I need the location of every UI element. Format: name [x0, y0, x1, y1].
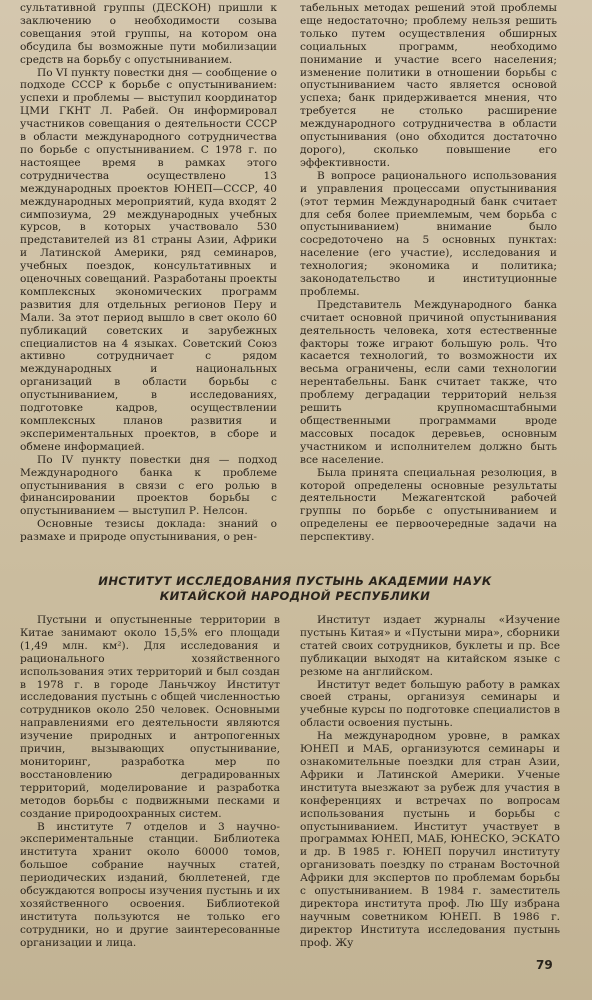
- paragraph: Пустыни и опустыненные территории в Китае занимают около 15,5% его площади (1,49 млн. км²). Для исследования и рационального хозяйственного использования этих территорий и был создан в 1978 г. в городе Ланьчжоу Институт исследования пустынь с общей численностью сотрудников около 250 человек. Основными направлениями его деятельности являются изучение природных и антропогенных причин, вызывающих опустынивание, мониторинг, разработка мер по восстановлению деградированных территорий, моделирование и разработка методов борьбы с подвижными песками и создание природоохранных систем.: [20, 614, 280, 820]
- paragraph: В вопросе рационального использования и управления процессами опустынивания (этот термин Международный банк считает для себя более приемлемым, чем борьба с опустыниванием) внимание было сосредоточено на 5 основных пунктах: население (его участие), исследования и технология; экономика и политика; законодательство и институционные проблемы.: [300, 169, 557, 298]
- paragraph: Основные тезисы доклада: знаний о размахе и природе опустынивания, о рен-: [20, 518, 277, 544]
- paragraph: В институте 7 отделов и 3 научно-экспериментальные станции. Библиотека института хранит около 60000 томов, большое собрание научных статей, периодических изданий, бюллетеней, где обсуждаются вопросы изучения пустынь и их хозяйственного освоения. Библиотекой института пользуются не только его сотрудники, но и другие заинтересованные организации и лица.: [20, 820, 280, 949]
- paragraph: На международном уровне, в рамках ЮНЕП и МАБ, организуются семинары и ознакомительные поездки для стран Азии, Африки и Латинской Америки. Ученые института выезжают за рубеж для участия в конференциях и встречах по вопросам использования пустынь и борьбы с опустыниванием. Институт участвует в программах ЮНЕП, МАБ, ЮНЕСКО, ЭСКАТО и др. В 1985 г. ЮНЕП поручил институту организовать поездку по странам Восточной Африки для экспертов по проблемам борьбы с опустыниванием. В 1984 г. заместитель директора института проф. Лю Шу избрана научным советником ЮНЕП. В 1986 г. директор Института исследования пустынь проф. Жу: [300, 730, 560, 949]
- paragraph: Институт издает журналы «Изучение пустынь Китая» и «Пустыни мира», сборники статей своих сотрудников, буклеты и пр. Все публикации выходят на китайском языке с резюме на английском.: [300, 614, 560, 678]
- top-left-column: [20, 2, 278, 544]
- paragraph: табельных методах решений этой проблемы еще недостаточно; проблему нельзя решить только путем осуществления обширных социальных программ, необходимо понимание и участие всего населения; изменение политики в отношении борьбы с опустыниванием часто является основой успеха; банк придерживается мнения, что требуется не столько расширение международного сотрудничества в области опустынивания (оно обходится достаточно дорого), сколько повышение его эффективности.: [300, 2, 557, 169]
- section-heading: [40, 574, 550, 604]
- top-right-column: [300, 2, 557, 544]
- paragraph: По VI пункту повестки дня — сообщение о подходе СССР к борьбе с опустыниванием: успехи и проблемы — выступил координатор ЦМИ ГКНТ Л. Рабей. Он информировал участников совещания о деятельности СССР в области международного сотрудничества по борьбе с опустыниванием. С 1978 г. по настоящее время в рамках этого сотрудничества осуществлено 13 международных проектов ЮНЕП—СССР, 40 международных мероприятий, куда входят 2 симпозиума, 29 международных учебных курсов, в которых участвовало 530 представителей из 81 страны Азии, Африки и Латинской Америки, ряд семинаров, учебных поездок, консультативных и оценочных совещаний. Разработаны проекты комплексных экономических программ развития для отдельных регионов Перу и Мали. За этот период вышло в свет около 60 публикаций советских и зарубежных специалистов на 4 языках. Советский Союз активно сотрудничает с рядом международных и национальных организаций в области борьбы с опустыниванием, в исследованиях, подготовке кадров, осуществлении комплексных планов развития и экспериментальных проектов, в сборе и обмене информацией.: [20, 66, 278, 453]
- heading-line: ИНСТИТУТ ИССЛЕДОВАНИЯ ПУСТЫНЬ АКАДЕМИИ НАУК: [98, 574, 492, 588]
- paragraph: сультативной группы (ДЕСКОН) пришли к заключению о необходимости созыва совещания этой группы, на котором она обсудила бы возможные пути мобилизации средств на борьбу с опустыниванием.: [20, 2, 277, 66]
- page-number: 79: [536, 958, 553, 972]
- paragraph: По IV пункту повестки дня — подход Международного банка к проблеме опустынивания в связи с его ролью в финансировании проектов борьбы с опустыниванием — выступил Р. Нелсон.: [20, 453, 277, 518]
- bottom-right-column: [300, 614, 560, 974]
- paragraph: Представитель Международного банка считает основной причиной опустынивания деятельность человека, хотя естественные факторы тоже играют большую роль. Что касается технологий, то возможности их весьма ограничены, если сами технологии нерентабельны. Банк считает также, что проблему деградации территорий нельзя решить крупномасштабными общественными программами вроде массовых посадок деревьев, основным участником и исполнителем должно быть все население.: [300, 298, 557, 466]
- bottom-left-column: [20, 614, 280, 954]
- heading-line: КИТАЙСКОЙ НАРОДНОЙ РЕСПУБЛИКИ: [159, 589, 431, 603]
- paragraph: Институт ведет большую работу в рамках своей страны, организуя семинары и учебные курсы по подготовке специалистов в области освоения пустынь.: [300, 678, 560, 730]
- paragraph: Была принята специальная резолюция, в которой определены основные результаты деятельности Межагентской рабочей группы по борьбе с опустыниванием и определены ее первоочередные задачи на перспективу.: [300, 466, 557, 544]
